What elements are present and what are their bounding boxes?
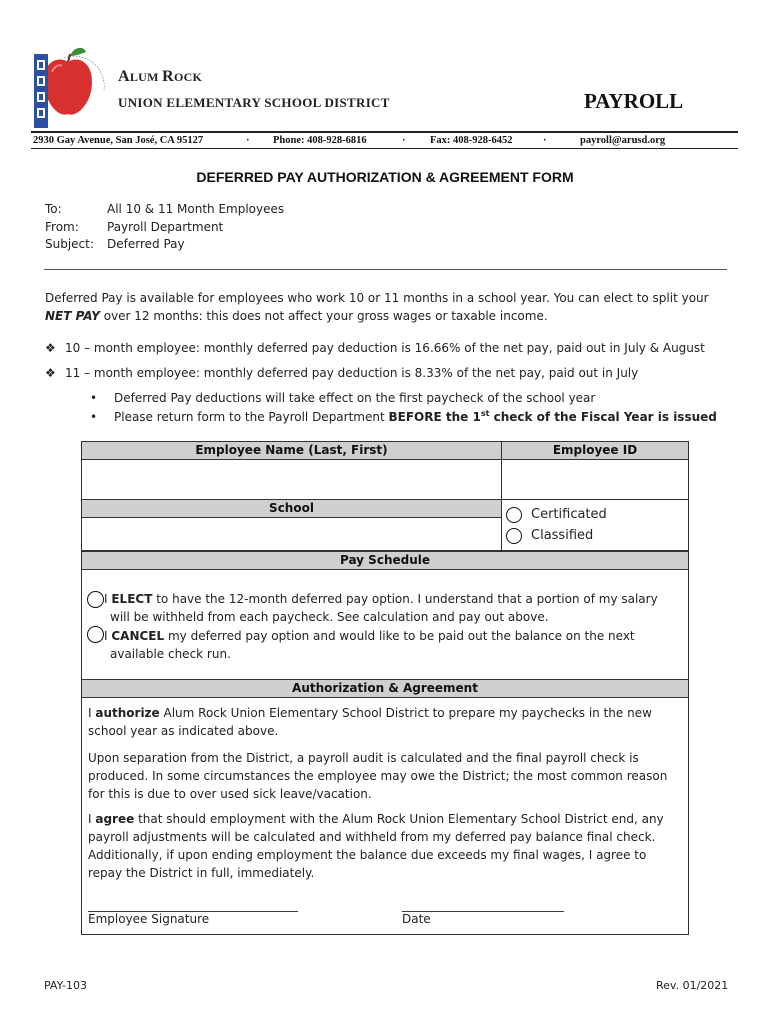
auth-paragraph-3: I agree that should employment with the Alum Rock Union Elementary School District end, any payroll adjustments will be calculated and withheld from my deferred pay balance final check. Additionally, if upon ending employment the balance due exceeds my final wages, I agree to repay the District in full, immediately. [88, 812, 664, 880]
elect-option-text: I ELECT to have the 12-month deferred pay option. I understand that a portion of my salary will be withheld from each paycheck. See calculation and pay out above. [104, 592, 658, 624]
employee-id-field[interactable] [501, 459, 689, 500]
revision-date: Rev. 01/2021 [656, 979, 729, 992]
auth-header: Authorization & Agreement [81, 679, 689, 698]
address-text: 2930 Gay Avenue, San José, CA 95127 [33, 135, 204, 146]
auth-paragraph-1: I authorize Alum Rock Union Elementary School District to prepare my paychecks in the new school year as indicated above. [88, 706, 652, 738]
school-field[interactable] [81, 517, 502, 551]
fax-text: Fax: 408-928-6452 [430, 135, 513, 146]
intro-paragraph: Deferred Pay is available for employees who work 10 or 11 months in a school year. You can elect to split your NET PAY over 12 months: this does not affect your gross wages or taxable income. [45, 291, 709, 323]
school-header: School [81, 499, 502, 518]
pay-schedule-header: Pay Schedule [81, 551, 689, 570]
signature-line[interactable]: ___________________________________ [88, 898, 298, 912]
date-label: Date [402, 912, 431, 926]
district-name-line1: ALUM ROCK [118, 68, 203, 85]
signature-label: Employee Signature [88, 912, 210, 926]
auth-paragraph-2: Upon separation from the District, a payroll audit is calculated and the final payroll check is produced. In some circumstances the employee may owe the District; the most common reason for this is due to over used sick leave/vacation. [88, 751, 668, 801]
employee-id-header: Employee ID [501, 441, 689, 460]
diamond-bullet-2: ❖ 11 – month employee: monthly deferred pay deduction is 8.33% of the net pay, paid out in July [45, 366, 639, 380]
memo-block: To: All 10 & 11 Month Employees From: Payroll Department Subject: Deferred Pay [45, 202, 285, 251]
payroll-heading: PAYROLL [584, 89, 684, 113]
header-rule-top [31, 131, 738, 133]
separator-3: · [543, 135, 547, 146]
employee-name-field[interactable] [81, 459, 502, 500]
apple-logo-icon [30, 44, 110, 130]
district-logo [30, 44, 110, 130]
district-name-line2: UNION ELEMENTARY SCHOOL DISTRICT [118, 95, 390, 110]
email-text: payroll@arusd.org [580, 135, 666, 146]
header-rule-bottom [31, 148, 738, 149]
diamond-bullet-1: ❖ 10 – month employee: monthly deferred pay deduction is 16.66% of the net pay, paid out in July & August [45, 341, 705, 355]
cancel-radio[interactable] [87, 626, 104, 643]
classified-radio[interactable] [506, 528, 522, 544]
certificated-label: Certificated [531, 507, 607, 522]
certificated-radio[interactable] [506, 507, 522, 523]
phone-text: Phone: 408-928-6816 [273, 135, 367, 146]
classified-label: Classified [531, 528, 594, 543]
separator-1: · [246, 135, 250, 146]
diamond-bullet-icon: ❖ [45, 341, 56, 355]
form-title: DEFERRED PAY AUTHORIZATION & AGREEMENT FORM [196, 169, 574, 185]
separator-2: · [402, 135, 406, 146]
cancel-option-text: I CANCEL my deferred pay option and would like to be paid out the balance on the next available check run. [104, 629, 635, 661]
memo-rule [44, 269, 727, 270]
form-number: PAY-103 [44, 979, 87, 992]
date-line[interactable]: ___________________________ [402, 898, 564, 912]
dot-bullet-2: • Please return form to the Payroll Department BEFORE the 1st check of the Fiscal Year is issued [90, 409, 717, 424]
employee-name-header: Employee Name (Last, First) [81, 441, 502, 460]
diamond-bullet-icon: ❖ [45, 366, 56, 380]
elect-radio[interactable] [87, 591, 104, 608]
dot-bullet-1: • Deferred Pay deductions will take effect on the first paycheck of the school year [90, 391, 596, 405]
